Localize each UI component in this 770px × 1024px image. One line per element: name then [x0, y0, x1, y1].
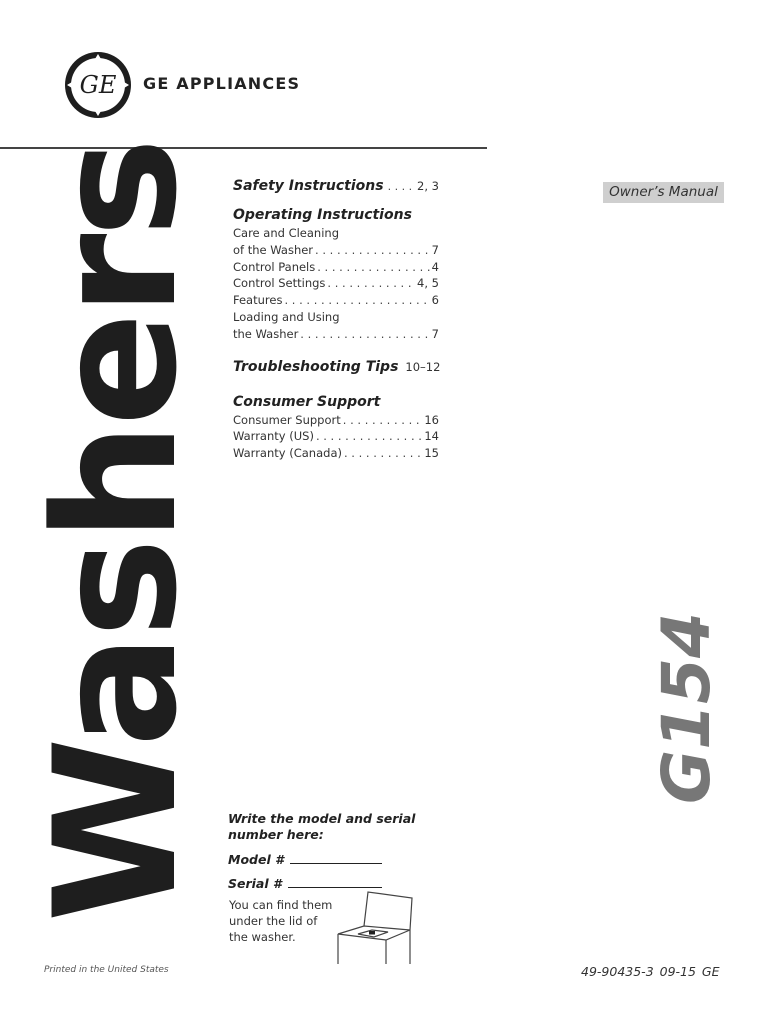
toc-section-safety[interactable] [233, 176, 439, 197]
washer-lid-illustration [334, 886, 414, 966]
record-prompt: Write the model and serial number here: [228, 811, 416, 842]
model-number-title: G154 [648, 612, 725, 804]
toc-entry-warranty-us[interactable]: Warranty (US) . . . 14 [233, 428, 439, 445]
model-number-label: Model # [228, 852, 284, 867]
toc-section-operating[interactable]: Operating Instructions [233, 207, 412, 223]
toc-section-troubleshooting[interactable] [233, 357, 439, 378]
toc-entry-control-settings[interactable]: Control Settings . . . 4, 5 [233, 275, 439, 292]
label-location-hint: You can find them under the lid of the washer. [229, 898, 333, 944]
model-number-field[interactable] [228, 851, 428, 867]
toc-section-label: Troubleshooting Tips [233, 358, 399, 375]
printed-in-note: Printed in the United States [44, 965, 169, 975]
model-number-blank[interactable] [290, 851, 382, 864]
document-number: 49-90435-3 09-15 GE [581, 964, 720, 979]
cover-title: Washers [18, 141, 214, 923]
ge-monogram-logo [64, 51, 132, 119]
toc-entry-features[interactable]: Features . . . 6 [233, 292, 439, 309]
toc-page-ref: 2, 3 [417, 179, 439, 193]
toc-section-consumer-support[interactable]: Consumer Support [233, 393, 381, 410]
toc-entry-line: Loading and Using [233, 309, 340, 324]
brand-name: GE APPLIANCES [143, 74, 301, 93]
toc-entry-line: Care and Cleaning [233, 226, 339, 240]
toc-entry-loading-using[interactable]: the Washer . . . 7 [233, 326, 439, 343]
serial-number-label: Serial # [228, 876, 282, 891]
toc-section-label: Safety Instructions [233, 178, 384, 194]
table-of-contents [233, 176, 439, 462]
toc-entry-warranty-canada[interactable]: Warranty (Canada) . . . 15 [233, 445, 439, 462]
manual-type-badge: Owner’s Manual [603, 182, 724, 203]
model-serial-record [228, 811, 428, 891]
logo-monogram-text: GE [79, 71, 117, 99]
toc-entry-control-panels[interactable]: Control Panels . . . 4 [233, 259, 439, 276]
toc-page-ref: 10–12 [405, 359, 441, 374]
toc-entry-consumer-support[interactable]: Consumer Support . . . 16 [233, 412, 439, 429]
toc-entry-care-cleaning[interactable]: of the Washer . . . 7 [233, 242, 439, 259]
